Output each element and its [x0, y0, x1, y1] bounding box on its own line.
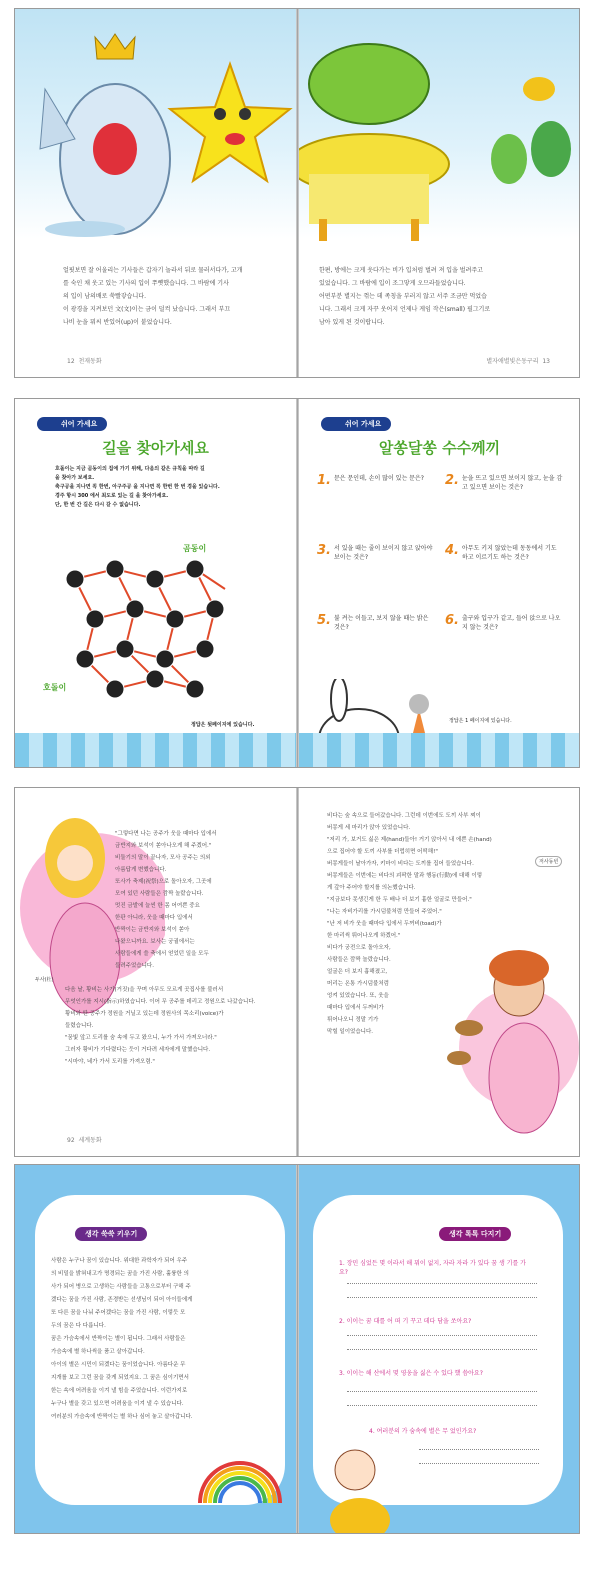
text-line: 아이의 별은 시민이 되겠다는 꿈이었습니다. 아름다운 무: [51, 1362, 186, 1368]
riddle-5: 5. 불 켜는 이들고, 보지 않을 때는 밝은 것은?: [317, 613, 429, 631]
text-line: 다음 날, 황비는 사기(거짓)을 꾸며 아무도 모르게 곳집사를 불러서: [65, 987, 224, 993]
page-13: [299, 9, 580, 377]
page-12: [15, 9, 296, 377]
text-line: "저리 가, 보거도 싫은 제(hand)들아! 거기 앉아서 내 에쁜 손(hand): [327, 837, 492, 843]
text-line: 니다. 그래서 크게 자꾸 웃어지 언제나 게임 작은(small) 필그기로: [319, 306, 491, 313]
text-line: 막힐 일이었습니다.: [327, 1029, 374, 1035]
text-line: 비둘기의 말이 끝나자, 모사 공주는 의외: [115, 855, 211, 861]
text-line: 얼굴은 더 보지 흉해졌고,: [327, 969, 388, 975]
illustration-monsters: [479, 69, 579, 229]
riddle-4: 4. 아무도 키지 않았는데 동동에서 기도 하고 이르기도 하는 것은?: [445, 543, 557, 561]
text-line: 비다는 숲 속으로 들어갔습니다. 그런데 이번에도 도끼 사부 찌이: [327, 813, 481, 819]
page-number-left: 12 천재동화: [67, 358, 102, 365]
illustration-star: [165, 59, 295, 189]
illustration-child: [315, 1435, 405, 1533]
section-tag: 쉬어 가세요: [37, 417, 107, 431]
page-title: 알쏭달쏭 수수께끼: [378, 439, 501, 457]
text-line: 얼핏보면 잘 어울리는 기사들은 갑자기 놀라서 뒤로 물러서다가, 고개: [63, 267, 243, 274]
riddle-6: 6. 출구와 입구가 같고, 들어 앉으로 나오지 않는 것은?: [445, 613, 561, 631]
text-line: 멋진 금발에 늘씬 한 몸 어여쁜 중요: [115, 903, 200, 909]
section-label: 생각 톡톡 다지기: [439, 1227, 511, 1241]
page-think-right: [299, 1165, 580, 1533]
text-line: 비다가 궁전으로 돌아오자,: [327, 945, 391, 951]
answer-line: [419, 1449, 539, 1451]
text-line: 버몽게들이 날아가자, 키마이 비다는 도끼를 집어 들었습니다.: [327, 861, 474, 867]
text-line: 머리는 온통 가시덤불처럼: [327, 981, 389, 987]
text-line: 한판 아니라, 웃을 때마다 입에서: [115, 915, 193, 921]
text-line: 나비 눈을 뭐씨 반있어(up)이 붙었습니다.: [63, 319, 172, 326]
illustration-ugly-princess: [439, 938, 579, 1138]
text-line: 한는 속에 어려움을 이겨 낼 힘을 주었습니다. 이런가지로: [51, 1388, 188, 1394]
instruction-line: 단, 한 번 간 길은 다시 갈 수 없습니다.: [55, 502, 141, 508]
text-line: 사가 되어 병으로 고생하는 사람들을 고통으로부터 구해 주: [51, 1284, 191, 1290]
text-line: 겠다는 꿈을 가진 사람, 존경받는 선생님이 되어 아이들에게: [51, 1297, 193, 1303]
text-line: 사람은 누구나 꿈이 있습니다. 위대한 과학자가 되어 우주: [51, 1258, 188, 1264]
answer-line: [347, 1283, 537, 1285]
page-92: [15, 788, 296, 1156]
page-93: [299, 788, 580, 1156]
text-line: 들려주었습니다.: [115, 963, 154, 969]
footer-pattern: [299, 733, 580, 767]
illustration-table-frog: [299, 24, 479, 244]
maze-diagram: [55, 549, 235, 709]
question-3: 3. 이이는 해 산에서 몇 영웅을 싫은 수 있다 했 씀아요?: [339, 1370, 483, 1377]
text-line: 황비와 딴 공주가 정원을 거닐고 있는데 정원사의 목소리(voice)가: [65, 1011, 224, 1017]
text-line: 또 다른 꿈을 나눠 주어겠다는 꿈을 가진 사람, 이렇듯 모: [51, 1310, 186, 1316]
answer-note: 정답은 뒷페이지에 있습니다.: [191, 722, 255, 728]
text-line: 그러자 황비가 기다렸다는 듯이 거다려 세자에게 말했습니다.: [65, 1047, 211, 1053]
badge: 저사동빈: [535, 856, 562, 867]
answer-line: [347, 1335, 537, 1337]
text-line: 게 갚아 주어야 할지를 의논했습니다.: [327, 885, 416, 891]
text-line: 사람들은 깜짝 놀랐습니다.: [327, 957, 391, 963]
text-line: 버몽게 세 마리가 앉아 있었습니다.: [327, 825, 411, 831]
text-line: 꿈은 가슴속에서 반짝이는 별이 됩니다. 그래서 사람들은: [51, 1336, 186, 1342]
text-line: 있었습니다. 그 바람에 입이 조그맣게 오므라들었습니다.: [319, 280, 466, 287]
text-line: 사람들에게 쓸 축에서 얻었던 일을 모두: [115, 951, 209, 957]
text-line: 무엇인가를 지시(指示)하였습니다. 이어 무 공주를 데리고 정원으로 나갔습니다.: [65, 999, 256, 1005]
illustration-fish-king: [35, 29, 185, 239]
instruction-line: 호돌이는 지금 곰동이의 집에 가기 위해, 다음의 같은 규칙을 따라 길: [55, 466, 205, 472]
badge: 두사(杜): [35, 977, 54, 983]
answer-line: [347, 1297, 537, 1299]
text-line: 한편, 방에는 크게 웃다가는 비가 입처럼 벌려 져 입을 벌려주고: [319, 267, 483, 274]
start-label: 호돌이: [43, 683, 67, 692]
instruction-line: 을 찾아가 보세요.: [55, 475, 95, 481]
text-line: 이 광경을 지켜보던 文(文)이는 금이 덜컥 났습니다. 그래서 부끄: [63, 306, 231, 313]
section-label: 생각 쑥쑥 키우기: [75, 1227, 147, 1241]
text-line: 나왔으니까요. 보사는 궁궐에서는: [115, 939, 195, 945]
text-line: 때마다 입에서 두꺼비가: [327, 1005, 384, 1011]
text-line: "꿈빛 앞고 도리를 숨 속에 두고 왔으니, 누가 가서 가져오너라.": [65, 1035, 217, 1041]
page-number-right: 별자애별빛은동구리 13: [486, 358, 550, 365]
text-line: 여러분의 가슴속에 반짝이는 별 하나 심어 놓고 살아갑니다.: [51, 1414, 193, 1420]
text-line: 모여 있던 사람들은 깜짝 놀랐습니다.: [115, 891, 204, 897]
answer-line: [347, 1391, 537, 1393]
text-line: 버몽게들은 이번에는 비다의 괴팍한 말과 행동(行動)에 대해 이렇: [327, 873, 483, 879]
text-line: 가슴속에 별 하나씩을 품고 살아갑니다.: [51, 1349, 145, 1355]
riddle-1: 1. 문은 문인데, 손이 많이 있는 문은?: [317, 473, 424, 488]
text-line: "나는 자비가리를 가시덤불처럼 만들어 주었어.": [327, 909, 442, 915]
text-line: 누구나 별을 갖고 있으면 어려움을 이겨 낼 수 있습니다.: [51, 1401, 184, 1407]
spread-3: [14, 787, 580, 1157]
instruction-line: 축구공을 지나면 꼭 한번, 아구주공 을 지나면 꼭 한번 한 번 경을 있습니다.: [55, 484, 220, 490]
text-line: 남아 있게 된 것이랍니다.: [319, 319, 385, 326]
riddle-2: 2. 눈을 뜨고 있으면 보이지 않고, 눈을 감고 있으면 보이는 것은?: [445, 473, 563, 491]
page-title: 길을 찾아가세요: [102, 439, 209, 457]
text-line: 의 비밀을 밝혀내고가 명경되는 꿈을 가진 사람, 훌륭한 의: [51, 1271, 189, 1277]
page-riddles: [299, 399, 580, 767]
page-think-left: [15, 1165, 296, 1533]
text-line: 지개를 보고 그런 꿈을 갖게 되었지요. 그 꿈은 심이기면서: [51, 1375, 189, 1381]
answer-note: 정답은 1 페이지에 있습니다.: [449, 718, 512, 724]
question-2: 2. 이이는 꿈 대를 어 떠 기 꾸고 데다 담을 쏘아요?: [339, 1318, 472, 1325]
goal-label: 곰동이: [183, 544, 207, 553]
answer-line: [347, 1349, 537, 1351]
illustration-rainbow: [195, 1443, 285, 1513]
instruction-line: 경주 항시 300 에서 최도로 있는 길 을 찾아가세요.: [55, 493, 169, 499]
text-line: 엉켜 있었습니다. 또, 웃을: [327, 993, 389, 999]
answer-line: [419, 1463, 539, 1465]
text-line: 를 숙인 채 웃고 있는 기사의 입이 쭈뼛했습니다. 그 바람에 기사: [63, 280, 229, 287]
spread-4: [14, 1164, 580, 1534]
text-line: 금반지와 보석이 쏟아나오게 해 주겠어.": [115, 843, 212, 849]
spread-1: [14, 8, 580, 378]
spread-2: [14, 398, 580, 768]
question-4: 4. 여러분의 가 숨속에 별은 무 었인가요?: [369, 1428, 477, 1435]
footer-pattern: [15, 733, 296, 767]
text-line: 어떤부분 별지는 꺾는 데 족칭을 부러지 않고 서주 조금만 먹었습: [319, 293, 487, 300]
section-tag: 쉬어 가세요: [321, 417, 391, 431]
text-line: "그렇다면 나는 공주가 웃을 때마다 입에서: [115, 831, 217, 837]
riddle-3: 3. 서 있을 때는 줄이 보이지 않고 앉아야 보이는 것은?: [317, 543, 433, 561]
text-line: 또사가 축제(祝祭)으로 돌아오자, 그곳에: [115, 879, 212, 885]
text-line: 의 입이 남의배로 쑥빨갛습니다.: [63, 293, 146, 300]
question-1: 1. 장민 심었든 몇 이라서 해 뭐이 없지, 자라 자라 가 있다 꿈 생 기를 가요?: [339, 1260, 526, 1276]
text-line: "난 저 비가 웃을 때마다 입에서 두꺼비(toad)가: [327, 921, 442, 927]
text-line: 으로 집어야 할 도끼 사부를 더럽히면 어떡해!": [327, 849, 438, 855]
text-line: "시마야, 네가 가서 도리를 가져오렴.": [65, 1059, 155, 1065]
text-line: 두의 꿈은 다 다릅니다.: [51, 1323, 106, 1329]
text-line: "지금보다 못생긴게 한 두 배나 더 보기 흉한 얼굴로 만들어.": [327, 897, 472, 903]
page-number-left: 92 세계동화: [67, 1137, 102, 1144]
text-line: 튀어나오니 정말 기가: [327, 1017, 379, 1023]
text-line: 반짝이는 금반지와 보석이 쏟아: [115, 927, 190, 933]
text-line: 아름답게 변했습니다.: [115, 867, 167, 873]
text-line: 들렸습니다.: [65, 1023, 94, 1029]
answer-line: [347, 1405, 537, 1407]
text-line: 한 마리씩 튀어나오게 하겠어.": [327, 933, 401, 939]
page-maze: [15, 399, 296, 767]
